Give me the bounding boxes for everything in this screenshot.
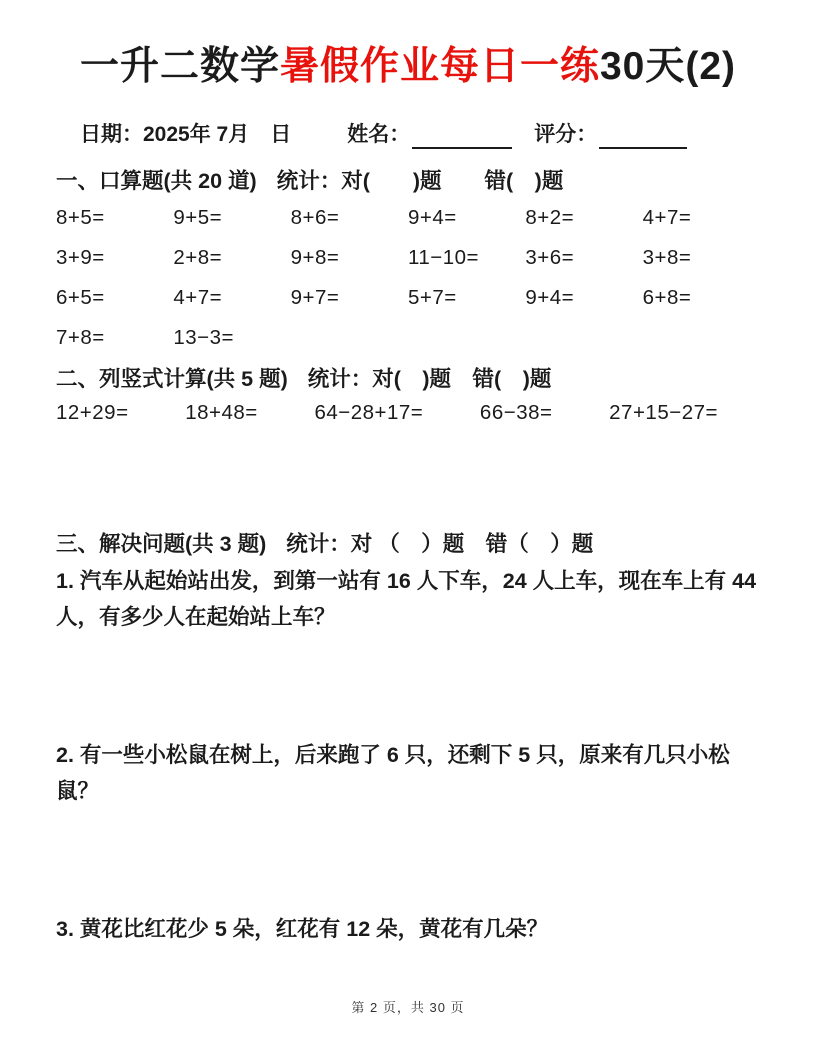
- oral-math-problem: 11−10=: [408, 245, 480, 269]
- section-vertical-calculation: [56, 366, 760, 425]
- oral-math-problem: 8+2=: [525, 205, 575, 229]
- oral-math-problem: 9+5=: [173, 205, 223, 229]
- oral-math-problem: 4+7=: [173, 285, 223, 309]
- oral-math-problem: 13−3=: [173, 325, 234, 349]
- word-problem: 1. 汽车从起始站出发，到第一站有 16 人下车，24 人上车，现在车上有 44 人，有多少人在起始站上车？: [56, 568, 763, 629]
- word-problem-list: [56, 563, 763, 947]
- vertical-math-problem: 18+48=: [185, 400, 258, 424]
- page-footer: [0, 997, 816, 1016]
- vertical-math-problem: 66−38=: [479, 400, 553, 424]
- name-blank-line: [412, 125, 512, 149]
- oral-math-problem: 4+7=: [642, 205, 692, 229]
- oral-math-problem: 5+7=: [408, 285, 457, 309]
- section-oral-arithmetic: [56, 168, 760, 363]
- page-number: 第 2 页，共 30 页: [351, 1000, 465, 1015]
- oral-math-problem: 3+9=: [56, 245, 105, 269]
- oral-math-problem: 9+8=: [290, 245, 340, 269]
- name-label: 姓名：: [347, 122, 411, 146]
- score-blank-line: [599, 125, 687, 149]
- section-word-heading: 三、解决问题(共 3 题): [56, 531, 267, 556]
- word-problem: 3. 黄花比红花少 5 朵，红花有 12 朵，黄花有几朵？: [56, 916, 549, 941]
- title-red-highlight: 暑假作业每日一练: [279, 45, 600, 88]
- section-word-stats: 统计：对 （ ）题 错（ ）题: [286, 531, 594, 556]
- score-field: [534, 121, 687, 149]
- meta-row: [80, 121, 760, 149]
- title-black-suffix: 30天(2): [599, 45, 737, 88]
- page-title: [56, 44, 760, 91]
- oral-math-problem: 2+8=: [173, 245, 223, 269]
- title-black-prefix: 一升二数学: [79, 45, 280, 88]
- section-vertical-header: [56, 366, 760, 392]
- oral-math-problem: 6+8=: [642, 285, 692, 309]
- vertical-math-problem: 12+29=: [56, 400, 129, 424]
- name-field: [347, 121, 512, 149]
- section-word-header: [56, 531, 760, 557]
- section-vertical-stats: 统计：对( )题 错( )题: [307, 366, 552, 391]
- oral-math-problem: 9+7=: [290, 285, 340, 309]
- oral-problem-grid: [56, 203, 760, 363]
- vertical-math-problem: 64−28+17=: [314, 400, 424, 424]
- oral-math-problem: 9+4=: [525, 285, 575, 309]
- oral-math-problem: 6+5=: [56, 285, 105, 309]
- section-oral-header: [56, 168, 760, 194]
- vertical-problem-row: [56, 401, 718, 425]
- oral-math-problem: 8+5=: [56, 205, 105, 229]
- oral-math-problem: 8+6=: [290, 205, 340, 229]
- score-label: 评分：: [534, 122, 598, 146]
- date-field: 日期：2025年 7月 日: [80, 122, 292, 146]
- section-oral-stats: 统计：对( )题 错( )题: [276, 168, 564, 193]
- vertical-math-problem: 27+15−27=: [609, 400, 718, 424]
- oral-math-problem: 7+8=: [56, 325, 105, 349]
- oral-math-problem: 3+8=: [642, 245, 692, 269]
- word-problem: 2. 有一些小松鼠在树上，后来跑了 6 只，还剩下 5 只，原来有几只小松鼠？: [56, 742, 730, 803]
- section-word-problems: [56, 531, 763, 947]
- section-vertical-heading: 二、列竖式计算(共 5 题): [56, 366, 288, 391]
- oral-math-problem: 9+4=: [408, 205, 457, 229]
- oral-math-problem: 3+6=: [525, 245, 575, 269]
- section-oral-heading: 一、口算题(共 20 道): [56, 168, 257, 193]
